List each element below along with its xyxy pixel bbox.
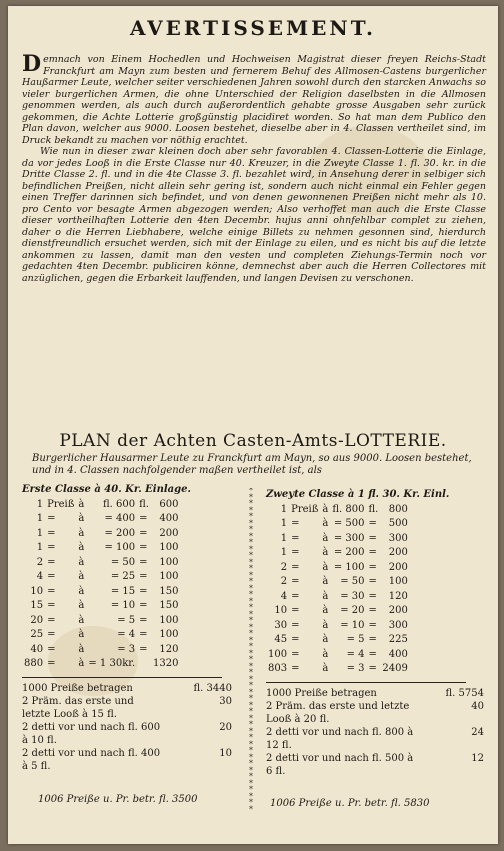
table-row	[22, 497, 180, 512]
summary-text: 2 detti vor und nach fl. 600 à 10 fl.	[22, 722, 161, 746]
prize-a: à	[322, 503, 329, 515]
intro-paragraph-1-text: emnach von Einem Hochedlen und Hochweisen Magistrat dieser freyen Reichs-Stadt Franckfurt am Mayn zum besten und fernerem Behuf des Allmosen-Castens burgerlicher Haußarmer Leute, welcher seiter verschiedenen Jahren sowohl durch den starcken Anwachs so vieler burgerlichen Armen, die ohne Unterschied der Religion daselbsten in die Allmosen genommen werden, als auch durch außerordentlich gehabte grosse Ausgaben sehr zurück gekommen, die Achte Lotterie großgünstig placidiret worden. So hat man dem Publico den Plan davon, welcher aus 9000. Loosen bestehet, dieselbe aber in 4. Classen vertheilet sind, im Druck bekandt zu machen vor nöthig erachtet.	[22, 54, 486, 146]
prize-amount: = 5	[117, 614, 136, 626]
asterisk-divider: * * * * * * * * * * * * * * * * * * * * * * * * * * * * * * * * * * * * * * * * * * * * * * * * * *	[249, 488, 253, 813]
prize-total: 300	[388, 619, 408, 631]
summary-value: 12	[471, 753, 484, 764]
intro-paragraph-1	[22, 51, 486, 146]
prize-total: 300	[388, 532, 408, 544]
summary-value: 24	[471, 727, 484, 738]
prize-amount: = 30	[340, 590, 365, 602]
class1-heading: Erste Classe à 40. Kr. Einlage.	[22, 484, 191, 495]
prize-a: à	[78, 614, 85, 626]
summary-row	[22, 721, 232, 747]
prize-label: =	[47, 542, 56, 554]
prize-unit: =	[139, 585, 148, 597]
intro-paragraph-2: Wie nun in dieser zwar kleinen doch aber sehr favorablen 4. Classen-Lotterie die Einlage, da vor jedes Looß in die Erste Classe nur 40. Kreuzer, in die Zweyte Classe 1. fl. 30. kr. in die Dritte Classe 2. fl. und in die 4te Classe 3. fl. bezahlet wird, in Ansehung derer in selbiger sich befindlichen Preißen, nicht allein sehr gering ist, sondern auch nicht einmal ein Fehler gegen einen Treffer darinnen sich befindet, und von denen gewonnenen Preißen nicht mehr als 10. pro Cento vor besagte Armen abgezogen werden; Also verhoffet man auch die Erste Classe dieser vortheilhaften Lotterie den 4ten Decembr. hujus anni ohnfehlbar complet zu ziehen, daher o die Herren Liebhabere, welche einige Billets zu nehmen gesonnen sind, hierdurch dienstfreundlich ersuchet werden, sich mit der Einlage zu eilen, und es nicht bis auf die letzte ankommen zu lassen, damit man den vesten und completen Ziehungs-Termin noch vor gedachten 4ten Decembr. publiciren könne, demnechst aber auch die Herren Collectores mit anzüglichen, gegen die Erbarkeit lauffenden, und langen Devisen zu verschonen.	[22, 146, 486, 284]
prize-unit: =	[139, 571, 148, 583]
prize-count: 45	[274, 634, 288, 646]
prize-count: 803	[268, 663, 288, 675]
prize-total: 800	[388, 503, 408, 515]
prize-total: 200	[388, 547, 408, 559]
table-row	[266, 618, 410, 633]
prize-unit: =	[368, 590, 377, 602]
prize-unit: =	[139, 600, 148, 612]
prize-a: à	[78, 513, 85, 525]
summary-text: 2 Präm. das erste und letzte Looß à 20 fl.	[266, 701, 410, 725]
class2-column	[266, 489, 484, 778]
prize-a: à	[78, 643, 85, 655]
prize-unit: =	[139, 556, 148, 568]
prize-total: 1320	[152, 658, 179, 670]
summary-value: 40	[471, 701, 484, 712]
prize-unit: =	[368, 663, 377, 675]
prize-count: 1	[36, 542, 44, 554]
prize-label: =	[291, 532, 300, 544]
prize-label: =	[47, 585, 56, 597]
table-row	[22, 541, 180, 556]
table-row	[266, 531, 410, 546]
prize-total: 200	[388, 561, 408, 573]
table-row	[266, 647, 410, 662]
prize-amount: = 3	[346, 663, 365, 675]
prize-unit	[137, 657, 151, 672]
prize-amount: = 100	[333, 561, 365, 573]
prize-amount: = 1 30kr.	[88, 658, 136, 670]
prize-total: 400	[388, 648, 408, 660]
class1-column	[22, 484, 232, 773]
prize-unit: =	[368, 547, 377, 559]
drop-cap: D	[22, 51, 42, 77]
prize-label: =	[291, 547, 300, 559]
prize-label: =	[291, 518, 300, 530]
prize-total: 200	[388, 605, 408, 617]
prize-count: 1	[280, 547, 288, 559]
prize-label: =	[291, 605, 300, 617]
prize-count: 4	[280, 590, 288, 602]
prize-amount: = 10	[110, 600, 136, 612]
class1-summary	[22, 682, 232, 773]
summary-row	[266, 726, 484, 752]
prize-amount: = 10	[340, 619, 365, 631]
prize-unit: =	[368, 518, 377, 530]
prize-unit: =	[139, 513, 148, 525]
plan-subtitle: Burgerlicher Hausarmer Leute zu Franckfurt am Mayn, so aus 9000. Loosen bestehet, und in 4. Classen nachfolgender maßen vertheilet ist, als	[32, 453, 472, 476]
table-row	[266, 502, 410, 517]
prize-amount: = 300	[333, 532, 365, 544]
summary-value: 20	[219, 722, 232, 733]
prize-total: 120	[159, 643, 179, 655]
class2-summary	[266, 687, 484, 778]
prize-a: à	[322, 605, 329, 617]
summary-text: 1000 Preiße betragen	[266, 688, 377, 699]
prize-unit: =	[368, 605, 377, 617]
prize-label: =	[291, 663, 300, 675]
table-row	[266, 604, 410, 619]
prize-count: 880	[24, 658, 44, 670]
prize-total: 200	[159, 527, 179, 539]
table-row	[22, 555, 180, 570]
prize-amount: = 50	[340, 576, 365, 588]
prize-unit: =	[368, 561, 377, 573]
prize-total: 150	[159, 600, 179, 612]
prize-total: 500	[388, 518, 408, 530]
prize-unit: =	[368, 532, 377, 544]
prize-label: Preiß	[291, 503, 319, 515]
prize-unit: =	[368, 634, 377, 646]
prize-amount: = 50	[110, 556, 136, 568]
prize-total: 100	[159, 614, 179, 626]
prize-a: à	[78, 527, 85, 539]
prize-label: =	[47, 556, 56, 568]
prize-total: 100	[159, 556, 179, 568]
prize-count: 100	[268, 648, 288, 660]
summary-value: 10	[219, 748, 232, 759]
prize-label: =	[291, 590, 300, 602]
class2-heading: Zweyte Classe à 1 fl. 30. Kr. Einl.	[266, 489, 450, 500]
summary-text: 2 detti vor und nach fl. 400 à 5 fl.	[22, 748, 161, 772]
prize-count: 20	[30, 614, 44, 626]
prize-amount: = 25	[110, 571, 136, 583]
prize-amount: = 4	[117, 629, 136, 641]
prize-amount: = 100	[104, 542, 136, 554]
summary-text: 1000 Preiße betragen	[22, 683, 133, 694]
class1-prize-table	[22, 497, 180, 671]
prize-total: 100	[159, 571, 179, 583]
prize-label: =	[291, 648, 300, 660]
table-row	[22, 526, 180, 541]
prize-unit: =	[139, 527, 148, 539]
summary-value: 5754	[458, 688, 484, 699]
prize-unit: fl.	[368, 503, 379, 515]
table-row	[22, 613, 180, 628]
prize-a: à	[78, 542, 85, 554]
prize-a: à	[322, 634, 329, 646]
prize-amount: = 15	[110, 585, 136, 597]
prize-total: 150	[159, 585, 179, 597]
prize-unit: =	[368, 648, 377, 660]
prize-a: à	[322, 648, 329, 660]
prize-a: à	[322, 590, 329, 602]
prize-total: 2409	[382, 663, 408, 675]
prize-unit: =	[139, 542, 148, 554]
table-row	[266, 633, 410, 648]
prize-a: à	[322, 547, 329, 559]
prize-total: 100	[159, 542, 179, 554]
prize-a: à	[78, 585, 85, 597]
document-title: AVERTISSEMENT.	[130, 16, 376, 40]
prize-count: 1	[280, 518, 288, 530]
prize-count: 30	[274, 619, 288, 631]
table-row	[22, 512, 180, 527]
prize-count: 2	[280, 561, 288, 573]
prize-total: 100	[159, 629, 179, 641]
table-row	[266, 662, 410, 677]
prize-label: =	[291, 634, 300, 646]
plan-title: PLAN der Achten Casten-Amts-LOTTERIE.	[59, 431, 447, 451]
prize-count: 40	[30, 643, 44, 655]
class2-footer: 1006 Preiße u. Pr. betr. fl. 5830	[270, 798, 430, 809]
prize-amount: = 3	[117, 643, 136, 655]
table-row	[22, 599, 180, 614]
prize-unit: =	[368, 576, 377, 588]
prize-label: =	[291, 576, 300, 588]
divider-line	[22, 677, 222, 678]
prize-unit: =	[139, 643, 148, 655]
prize-label: =	[47, 629, 56, 641]
prize-total: 225	[388, 634, 408, 646]
divider-line	[266, 682, 466, 683]
prize-a: à	[322, 576, 329, 588]
summary-row	[22, 747, 232, 773]
summary-row	[22, 695, 232, 721]
summary-value: 3440	[206, 683, 232, 694]
prize-count: 10	[274, 605, 288, 617]
prize-a: à	[78, 571, 85, 583]
prize-total: 400	[159, 513, 179, 525]
prize-unit: =	[139, 614, 148, 626]
prize-amount: fl. 600	[103, 498, 136, 510]
prize-total: 100	[388, 576, 408, 588]
prize-a: à	[322, 619, 329, 631]
prize-amount: = 20	[340, 605, 365, 617]
prize-amount: = 500	[333, 518, 365, 530]
prize-a: à	[322, 663, 329, 675]
summary-text: 2 detti vor und nach fl. 800 à 12 fl.	[266, 727, 414, 751]
summary-text: 2 detti vor und nach fl. 500 à 6 fl.	[266, 753, 414, 777]
prize-label: =	[47, 643, 56, 655]
summary-row	[266, 687, 484, 700]
table-row	[22, 657, 180, 672]
prize-count: 1	[36, 513, 44, 525]
prize-a: à	[322, 561, 329, 573]
summary-unit: fl.	[193, 683, 204, 694]
prize-count: 15	[30, 600, 44, 612]
prize-label: =	[47, 527, 56, 539]
prize-count: 1	[280, 532, 288, 544]
prize-count: 10	[30, 585, 44, 597]
prize-amount: = 200	[104, 527, 136, 539]
prize-label: =	[47, 571, 56, 583]
prize-unit: =	[139, 629, 148, 641]
prize-label: =	[47, 513, 56, 525]
prize-total: 120	[388, 590, 408, 602]
prize-label: =	[47, 658, 56, 670]
prize-a: à	[78, 556, 85, 568]
prize-count: 1	[36, 498, 44, 510]
prize-label: =	[291, 561, 300, 573]
prize-label: =	[47, 614, 56, 626]
table-row	[266, 517, 410, 532]
class2-prize-table	[266, 502, 410, 676]
summary-row	[22, 682, 232, 695]
table-row	[22, 642, 180, 657]
table-row	[266, 560, 410, 575]
prize-count: 2	[36, 556, 44, 568]
prize-a: à	[78, 498, 85, 510]
intro-text	[22, 51, 486, 284]
summary-text: 2 Präm. das erste und letzte Looß à 15 fl.	[22, 696, 134, 720]
prize-amount: fl. 800	[332, 503, 365, 515]
prize-a: à	[322, 518, 329, 530]
prize-amount: = 200	[333, 547, 365, 559]
prize-count: 1	[36, 527, 44, 539]
prize-count: 2	[280, 576, 288, 588]
table-row	[266, 546, 410, 561]
prize-unit: fl.	[139, 498, 149, 510]
table-row	[22, 584, 180, 599]
prize-count: 25	[30, 629, 44, 641]
prize-a: à	[78, 658, 85, 670]
prize-total: 600	[159, 498, 179, 510]
prize-label: =	[291, 619, 300, 631]
summary-unit: fl.	[445, 688, 456, 699]
table-row	[22, 570, 180, 585]
prize-amount: = 4	[346, 648, 365, 660]
prize-a: à	[322, 532, 329, 544]
prize-count: 1	[280, 503, 288, 515]
prize-label: =	[47, 600, 56, 612]
prize-amount: = 5	[346, 634, 365, 646]
summary-row	[266, 752, 484, 778]
prize-a: à	[78, 629, 85, 641]
summary-value: 30	[219, 696, 232, 707]
table-row	[266, 589, 410, 604]
table-row	[22, 628, 180, 643]
prize-label: Preiß	[47, 498, 75, 510]
document-sheet	[8, 6, 498, 844]
prize-unit: =	[368, 619, 377, 631]
summary-row	[266, 700, 484, 726]
class1-footer: 1006 Preiße u. Pr. betr. fl. 3500	[38, 794, 198, 805]
prize-a: à	[78, 600, 85, 612]
table-row	[266, 575, 410, 590]
prize-amount: = 400	[104, 513, 136, 525]
prize-count: 4	[36, 571, 44, 583]
